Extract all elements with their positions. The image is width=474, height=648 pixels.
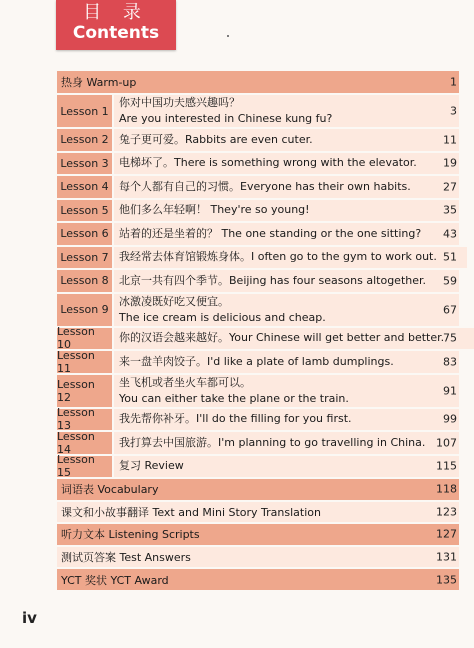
lesson-title-line: 兔子更可爱。Rabbits are even cuter. [119, 132, 313, 146]
page-number: iv [22, 609, 37, 627]
lesson-title [114, 375, 459, 407]
lesson-title-line: 你的汉语会越来越好。Your Chinese will get better and better. [119, 331, 445, 345]
lesson-title-line: 电梯坏了。There is something wrong with the elevator. [119, 156, 417, 170]
table-of-contents [57, 71, 459, 592]
toc-row-lesson[interactable] [57, 129, 459, 153]
header-english-title: Contents [72, 23, 160, 43]
appendix-label: 课文和小故事翻译 Text and Mini Story Translation [61, 505, 321, 519]
lesson-number: Lesson 1 [57, 95, 114, 127]
toc-row-lesson[interactable] [57, 153, 459, 177]
lesson-page-number: 99 [443, 412, 457, 426]
lesson-page-number: 75 [443, 331, 457, 345]
lesson-title [114, 223, 459, 245]
lesson-page-number: 51 [443, 250, 457, 264]
lesson-title-line: You can either take the plane or the train. [119, 391, 349, 405]
toc-row-lesson[interactable] [57, 375, 459, 409]
lesson-title-line: 复习 Review [119, 459, 184, 473]
toc-row-lesson[interactable] [57, 200, 459, 224]
lesson-page-number: 35 [443, 203, 457, 217]
lesson-title [114, 456, 459, 478]
lesson-title-line: 坐飞机或者坐火车都可以。 [119, 375, 251, 389]
lesson-title [114, 200, 459, 222]
lesson-title-line: 来一盘羊肉饺子。I'd like a plate of lamb dumplings. [119, 354, 394, 368]
appendix-list [57, 479, 459, 592]
appendix-label: YCT 奖状 YCT Award [61, 573, 169, 587]
header-chinese-title: 目 录 [83, 2, 149, 23]
toc-row-warmup[interactable] [57, 71, 459, 95]
lesson-list [57, 95, 459, 479]
lesson-number: Lesson 7 [57, 247, 114, 269]
lesson-title-line: The ice cream is delicious and cheap. [119, 310, 326, 324]
lesson-title-line: 每个人都有自己的习惯。Everyone has their own habits. [119, 179, 411, 193]
lesson-title [114, 247, 467, 269]
toc-row-lesson[interactable] [57, 95, 459, 129]
appendix-label: 词语表 Vocabulary [61, 483, 159, 497]
toc-row-lesson[interactable] [57, 348, 459, 375]
appendix-label: 测试页答案 Test Answers [61, 551, 191, 565]
lesson-number: Lesson 3 [57, 153, 114, 175]
lesson-page-number: 67 [443, 303, 457, 316]
lesson-page-number: 83 [443, 355, 457, 369]
lesson-title-line: 北京一共有四个季节。Beijing has four seasons altogether. [119, 273, 427, 287]
toc-row-lesson[interactable] [57, 325, 459, 352]
lesson-title [114, 176, 459, 198]
lesson-title [114, 153, 459, 175]
lesson-page-number: 11 [443, 133, 457, 147]
toc-row-lesson[interactable] [57, 453, 459, 480]
lesson-title-line: 他们多么年轻啊！ They're so young! [119, 203, 310, 217]
lesson-page-number: 43 [443, 227, 457, 241]
decorative-dot [227, 35, 229, 37]
appendix-page-number: 118 [436, 482, 457, 496]
appendix-page-number: 123 [436, 505, 457, 519]
lesson-number: Lesson 9 [57, 294, 114, 326]
toc-row-appendix[interactable] [57, 524, 459, 547]
toc-warmup-page: 1 [450, 75, 457, 89]
lesson-title [114, 409, 459, 431]
lesson-page-number: 3 [450, 104, 457, 118]
lesson-title-line: 冰激凌既好吃又便宜。 [119, 294, 229, 308]
lesson-title [114, 270, 459, 292]
lesson-title [114, 294, 459, 326]
lesson-page-number: 91 [443, 384, 457, 397]
lesson-number: Lesson 4 [57, 176, 114, 198]
appendix-label: 听力文本 Listening Scripts [61, 528, 200, 542]
contents-header-banner [56, 0, 176, 50]
toc-row-lesson[interactable] [57, 270, 459, 294]
lesson-number: Lesson 11 [57, 351, 114, 373]
toc-row-lesson[interactable] [57, 294, 459, 328]
appendix-page-number: 135 [436, 573, 457, 587]
toc-warmup-label: 热身 Warm-up [61, 76, 137, 89]
lesson-number: Lesson 8 [57, 270, 114, 292]
toc-row-lesson[interactable] [57, 247, 459, 271]
toc-row-lesson[interactable] [57, 176, 459, 200]
lesson-number: Lesson 15 [57, 456, 114, 478]
toc-row-lesson[interactable] [57, 223, 459, 247]
lesson-number: Lesson 6 [57, 223, 114, 245]
lesson-page-number: 115 [436, 459, 457, 473]
lesson-number: Lesson 2 [57, 129, 114, 151]
appendix-page-number: 127 [436, 527, 457, 541]
lesson-number: Lesson 10 [57, 328, 114, 350]
appendix-page-number: 131 [436, 550, 457, 564]
lesson-title-line: 我打算去中国旅游。I'm planning to go travelling in China. [119, 435, 426, 449]
toc-row-lesson[interactable] [57, 406, 459, 433]
lesson-title [114, 351, 459, 373]
toc-row-appendix[interactable] [57, 547, 459, 570]
toc-row-appendix[interactable] [57, 502, 459, 525]
lesson-title [114, 129, 459, 151]
lesson-page-number: 107 [436, 436, 457, 450]
lesson-page-number: 19 [443, 156, 457, 170]
lesson-title-line: 站着的还是坐着的？ The one standing or the one sitting? [119, 226, 422, 240]
lesson-title-line: 你对中国功夫感兴趣吗？ [119, 96, 240, 109]
lesson-title [114, 328, 474, 350]
toc-row-lesson[interactable] [57, 429, 459, 456]
toc-row-appendix[interactable] [57, 569, 459, 592]
lesson-title [114, 432, 459, 454]
lesson-title [114, 95, 459, 127]
lesson-number: Lesson 12 [57, 375, 114, 407]
lesson-number: Lesson 5 [57, 200, 114, 222]
lesson-page-number: 27 [443, 180, 457, 194]
lesson-title-line: Are you interested in Chinese kung fu? [119, 112, 333, 125]
lesson-number: Lesson 13 [57, 409, 114, 431]
lesson-title-line: 我先帮你补牙。I'll do the filling for you first. [119, 412, 352, 426]
lesson-page-number: 59 [443, 274, 457, 288]
lesson-number: Lesson 14 [57, 432, 114, 454]
toc-row-appendix[interactable] [57, 479, 459, 502]
lesson-title-line: 我经常去体育馆锻炼身体。I often go to the gym to work out. [119, 250, 437, 264]
